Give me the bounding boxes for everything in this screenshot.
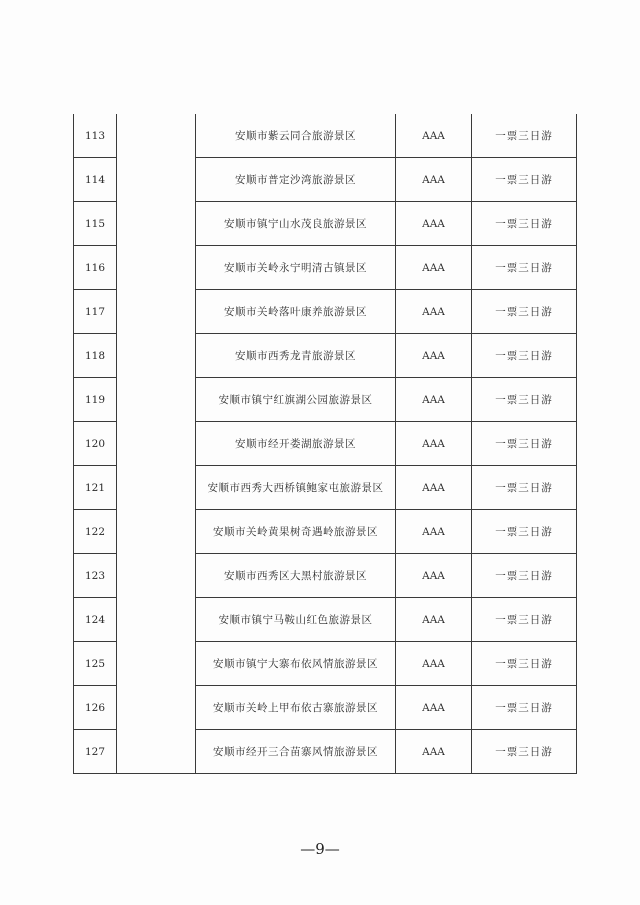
row-number-cell: 113 <box>74 114 117 158</box>
level-cell: AAA <box>396 114 472 158</box>
scenic-area-name-cell: 安顺市西秀区大黑村旅游景区 <box>196 554 396 598</box>
table-row <box>74 334 577 378</box>
table-row <box>74 114 577 158</box>
ticket-policy-cell: 一票三日游 <box>472 642 577 686</box>
scenic-area-name-cell: 安顺市经开三合苗寨风情旅游景区 <box>196 730 396 774</box>
scenic-area-name-cell: 安顺市普定沙湾旅游景区 <box>196 158 396 202</box>
scenic-area-name-cell: 安顺市西秀大西桥镇鲍家屯旅游景区 <box>196 466 396 510</box>
table-row <box>74 554 577 598</box>
row-number-cell: 118 <box>74 334 117 378</box>
scenic-area-name-cell: 安顺市镇宁山水茂良旅游景区 <box>196 202 396 246</box>
blank-cell <box>117 378 196 422</box>
blank-cell <box>117 114 196 158</box>
ticket-policy-cell: 一票三日游 <box>472 686 577 730</box>
table-row <box>74 598 577 642</box>
table-row <box>74 730 577 774</box>
table-body <box>74 114 577 774</box>
row-number-cell: 125 <box>74 642 117 686</box>
blank-cell <box>117 598 196 642</box>
table-row <box>74 290 577 334</box>
scenic-area-name-cell: 安顺市紫云同合旅游景区 <box>196 114 396 158</box>
ticket-policy-cell: 一票三日游 <box>472 730 577 774</box>
scenic-area-name-cell: 安顺市关岭永宁明清古镇景区 <box>196 246 396 290</box>
scenic-area-name-cell: 安顺市关岭落叶康养旅游景区 <box>196 290 396 334</box>
row-number-cell: 126 <box>74 686 117 730</box>
level-cell: AAA <box>396 290 472 334</box>
blank-cell <box>117 290 196 334</box>
row-number-cell: 116 <box>74 246 117 290</box>
table-row <box>74 466 577 510</box>
ticket-policy-cell: 一票三日游 <box>472 158 577 202</box>
level-cell: AAA <box>396 378 472 422</box>
level-cell: AAA <box>396 642 472 686</box>
level-cell: AAA <box>396 158 472 202</box>
blank-cell <box>117 158 196 202</box>
level-cell: AAA <box>396 334 472 378</box>
ticket-policy-cell: 一票三日游 <box>472 554 577 598</box>
table-row <box>74 246 577 290</box>
table-row <box>74 378 577 422</box>
row-number-cell: 119 <box>74 378 117 422</box>
ticket-policy-cell: 一票三日游 <box>472 246 577 290</box>
ticket-policy-cell: 一票三日游 <box>472 334 577 378</box>
page-number: —9— <box>300 840 340 858</box>
blank-cell <box>117 554 196 598</box>
scenic-area-name-cell: 安顺市关岭黄果树奇遇岭旅游景区 <box>196 510 396 554</box>
blank-cell <box>117 422 196 466</box>
scenic-area-name-cell: 安顺市镇宁红旗湖公园旅游景区 <box>196 378 396 422</box>
row-number-cell: 121 <box>74 466 117 510</box>
blank-cell <box>117 202 196 246</box>
level-cell: AAA <box>396 686 472 730</box>
ticket-policy-cell: 一票三日游 <box>472 378 577 422</box>
scenic-area-name-cell: 安顺市镇宁大寨布依风情旅游景区 <box>196 642 396 686</box>
scenic-area-table <box>73 114 577 774</box>
table-row <box>74 642 577 686</box>
row-number-cell: 120 <box>74 422 117 466</box>
row-number-cell: 115 <box>74 202 117 246</box>
table-row <box>74 202 577 246</box>
ticket-policy-cell: 一票三日游 <box>472 598 577 642</box>
blank-cell <box>117 642 196 686</box>
ticket-policy-cell: 一票三日游 <box>472 290 577 334</box>
blank-cell <box>117 686 196 730</box>
level-cell: AAA <box>396 730 472 774</box>
table-row <box>74 422 577 466</box>
ticket-policy-cell: 一票三日游 <box>472 466 577 510</box>
level-cell: AAA <box>396 510 472 554</box>
ticket-policy-cell: 一票三日游 <box>472 202 577 246</box>
blank-cell <box>117 510 196 554</box>
scenic-area-name-cell: 安顺市西秀龙青旅游景区 <box>196 334 396 378</box>
level-cell: AAA <box>396 202 472 246</box>
level-cell: AAA <box>396 422 472 466</box>
table-row <box>74 510 577 554</box>
row-number-cell: 127 <box>74 730 117 774</box>
row-number-cell: 122 <box>74 510 117 554</box>
level-cell: AAA <box>396 554 472 598</box>
row-number-cell: 123 <box>74 554 117 598</box>
scenic-area-name-cell: 安顺市经开娄湖旅游景区 <box>196 422 396 466</box>
scenic-area-name-cell: 安顺市关岭上甲布依古寨旅游景区 <box>196 686 396 730</box>
level-cell: AAA <box>396 466 472 510</box>
row-number-cell: 124 <box>74 598 117 642</box>
blank-cell <box>117 246 196 290</box>
blank-cell <box>117 466 196 510</box>
blank-cell <box>117 730 196 774</box>
level-cell: AAA <box>396 246 472 290</box>
table-row <box>74 158 577 202</box>
row-number-cell: 114 <box>74 158 117 202</box>
level-cell: AAA <box>396 598 472 642</box>
ticket-policy-cell: 一票三日游 <box>472 422 577 466</box>
table-row <box>74 686 577 730</box>
ticket-policy-cell: 一票三日游 <box>472 114 577 158</box>
scenic-area-name-cell: 安顺市镇宁马鞍山红色旅游景区 <box>196 598 396 642</box>
blank-cell <box>117 334 196 378</box>
ticket-policy-cell: 一票三日游 <box>472 510 577 554</box>
row-number-cell: 117 <box>74 290 117 334</box>
